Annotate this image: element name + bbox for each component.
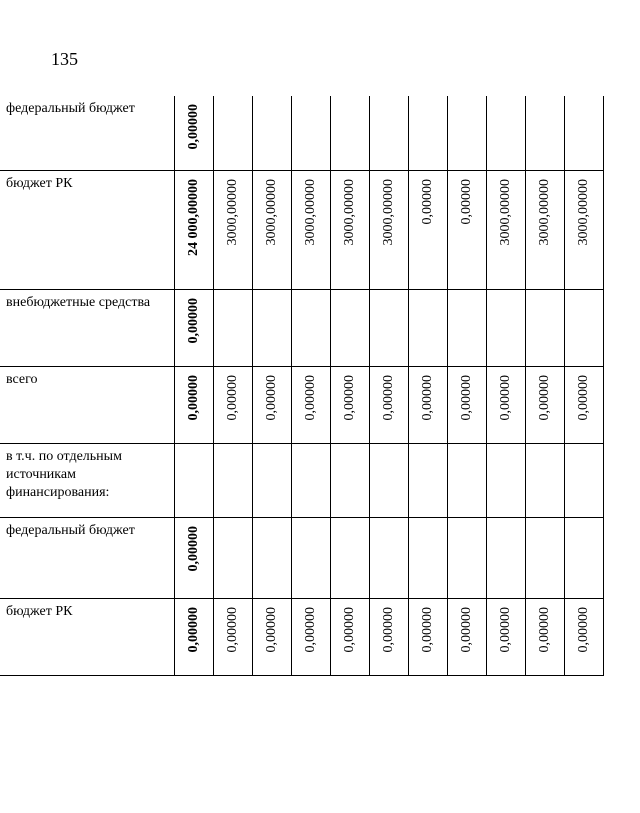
year-value: 3000,00000	[537, 178, 552, 245]
year-value-cell	[253, 366, 292, 443]
year-value: 0,00000	[537, 374, 552, 420]
year-value-cell	[214, 289, 253, 366]
row-total-cell	[175, 289, 214, 366]
row-total-value: 0,00000	[186, 606, 201, 652]
year-value-cell	[214, 366, 253, 443]
year-value-cell	[448, 517, 487, 598]
table-row	[0, 443, 604, 517]
row-label: бюджет РК	[0, 170, 175, 289]
year-value-cell	[526, 517, 565, 598]
year-value-cell	[214, 170, 253, 289]
year-value-cell	[487, 517, 526, 598]
year-value-cell	[253, 96, 292, 170]
year-value-cell	[253, 443, 292, 517]
year-value-cell	[526, 289, 565, 366]
year-value: 0,00000	[264, 606, 279, 652]
table-row	[0, 517, 604, 598]
year-value-cell	[409, 170, 448, 289]
year-value-cell	[565, 366, 604, 443]
year-value-cell	[214, 443, 253, 517]
year-value-cell	[253, 289, 292, 366]
row-label: внебюджетные средства	[0, 289, 175, 366]
year-value: 0,00000	[420, 178, 435, 224]
table-row	[0, 96, 604, 170]
year-value-cell	[331, 443, 370, 517]
year-value-cell	[370, 443, 409, 517]
year-value: 0,00000	[459, 374, 474, 420]
year-value-cell	[370, 96, 409, 170]
year-value: 0,00000	[381, 606, 396, 652]
year-value-cell	[292, 366, 331, 443]
year-value-cell	[292, 443, 331, 517]
year-value-cell	[565, 443, 604, 517]
year-value-cell	[409, 289, 448, 366]
row-total-cell	[175, 443, 214, 517]
year-value: 0,00000	[303, 606, 318, 652]
year-value-cell	[565, 96, 604, 170]
table-row	[0, 598, 604, 675]
year-value: 3000,00000	[303, 178, 318, 245]
year-value-cell	[214, 96, 253, 170]
budget-table	[0, 96, 604, 676]
row-label: в т.ч. по отдельным источникам финансирования:	[0, 443, 175, 517]
year-value: 3000,00000	[498, 178, 513, 245]
row-total-value: 0,00000	[186, 525, 201, 571]
year-value-cell	[487, 598, 526, 675]
row-label: федеральный бюджет	[0, 517, 175, 598]
year-value-cell	[253, 517, 292, 598]
year-value-cell	[409, 96, 448, 170]
year-value-cell	[370, 170, 409, 289]
year-value-cell	[331, 170, 370, 289]
year-value-cell	[409, 598, 448, 675]
year-value-cell	[565, 289, 604, 366]
row-label: всего	[0, 366, 175, 443]
row-total-value: 24 000,00000	[186, 178, 201, 256]
year-value-cell	[292, 170, 331, 289]
row-total-cell	[175, 96, 214, 170]
year-value-cell	[331, 366, 370, 443]
year-value-cell	[526, 170, 565, 289]
table-row	[0, 170, 604, 289]
year-value: 0,00000	[381, 374, 396, 420]
year-value: 0,00000	[342, 374, 357, 420]
year-value-cell	[565, 517, 604, 598]
year-value-cell	[331, 517, 370, 598]
year-value-cell	[526, 96, 565, 170]
year-value-cell	[448, 170, 487, 289]
year-value-cell	[331, 598, 370, 675]
year-value: 0,00000	[459, 178, 474, 224]
table-row	[0, 366, 604, 443]
year-value-cell	[409, 366, 448, 443]
year-value-cell	[487, 170, 526, 289]
year-value-cell	[409, 517, 448, 598]
year-value-cell	[370, 517, 409, 598]
year-value-cell	[292, 517, 331, 598]
year-value: 3000,00000	[225, 178, 240, 245]
year-value-cell	[370, 289, 409, 366]
year-value: 0,00000	[420, 374, 435, 420]
year-value-cell	[331, 96, 370, 170]
year-value-cell	[214, 598, 253, 675]
year-value: 3000,00000	[576, 178, 591, 245]
year-value: 0,00000	[225, 606, 240, 652]
year-value: 0,00000	[576, 606, 591, 652]
year-value: 3000,00000	[264, 178, 279, 245]
year-value-cell	[253, 170, 292, 289]
row-total-cell	[175, 366, 214, 443]
year-value: 0,00000	[576, 374, 591, 420]
year-value-cell	[526, 366, 565, 443]
year-value-cell	[565, 170, 604, 289]
year-value: 0,00000	[264, 374, 279, 420]
year-value: 3000,00000	[342, 178, 357, 245]
year-value: 3000,00000	[381, 178, 396, 245]
year-value-cell	[565, 598, 604, 675]
table-row	[0, 289, 604, 366]
row-label: федеральный бюджет	[0, 96, 175, 170]
year-value-cell	[487, 443, 526, 517]
row-total-cell	[175, 170, 214, 289]
year-value-cell	[487, 366, 526, 443]
year-value-cell	[448, 96, 487, 170]
year-value: 0,00000	[303, 374, 318, 420]
year-value-cell	[292, 96, 331, 170]
row-total-cell	[175, 598, 214, 675]
year-value-cell	[487, 289, 526, 366]
row-label: бюджет РК	[0, 598, 175, 675]
year-value: 0,00000	[225, 374, 240, 420]
year-value-cell	[526, 598, 565, 675]
year-value-cell	[448, 289, 487, 366]
year-value-cell	[253, 598, 292, 675]
year-value-cell	[487, 96, 526, 170]
year-value: 0,00000	[537, 606, 552, 652]
year-value: 0,00000	[459, 606, 474, 652]
year-value-cell	[292, 289, 331, 366]
year-value: 0,00000	[498, 606, 513, 652]
year-value: 0,00000	[342, 606, 357, 652]
year-value-cell	[448, 598, 487, 675]
page-number: 135	[51, 49, 78, 69]
year-value-cell	[370, 366, 409, 443]
year-value-cell	[331, 289, 370, 366]
row-total-cell	[175, 517, 214, 598]
year-value: 0,00000	[420, 606, 435, 652]
year-value-cell	[370, 598, 409, 675]
year-value: 0,00000	[498, 374, 513, 420]
year-value-cell	[409, 443, 448, 517]
row-total-value: 0,00000	[186, 104, 201, 150]
year-value-cell	[292, 598, 331, 675]
year-value-cell	[214, 517, 253, 598]
year-value-cell	[526, 443, 565, 517]
year-value-cell	[448, 443, 487, 517]
row-total-value: 0,00000	[186, 374, 201, 420]
row-total-value: 0,00000	[186, 297, 201, 343]
year-value-cell	[448, 366, 487, 443]
